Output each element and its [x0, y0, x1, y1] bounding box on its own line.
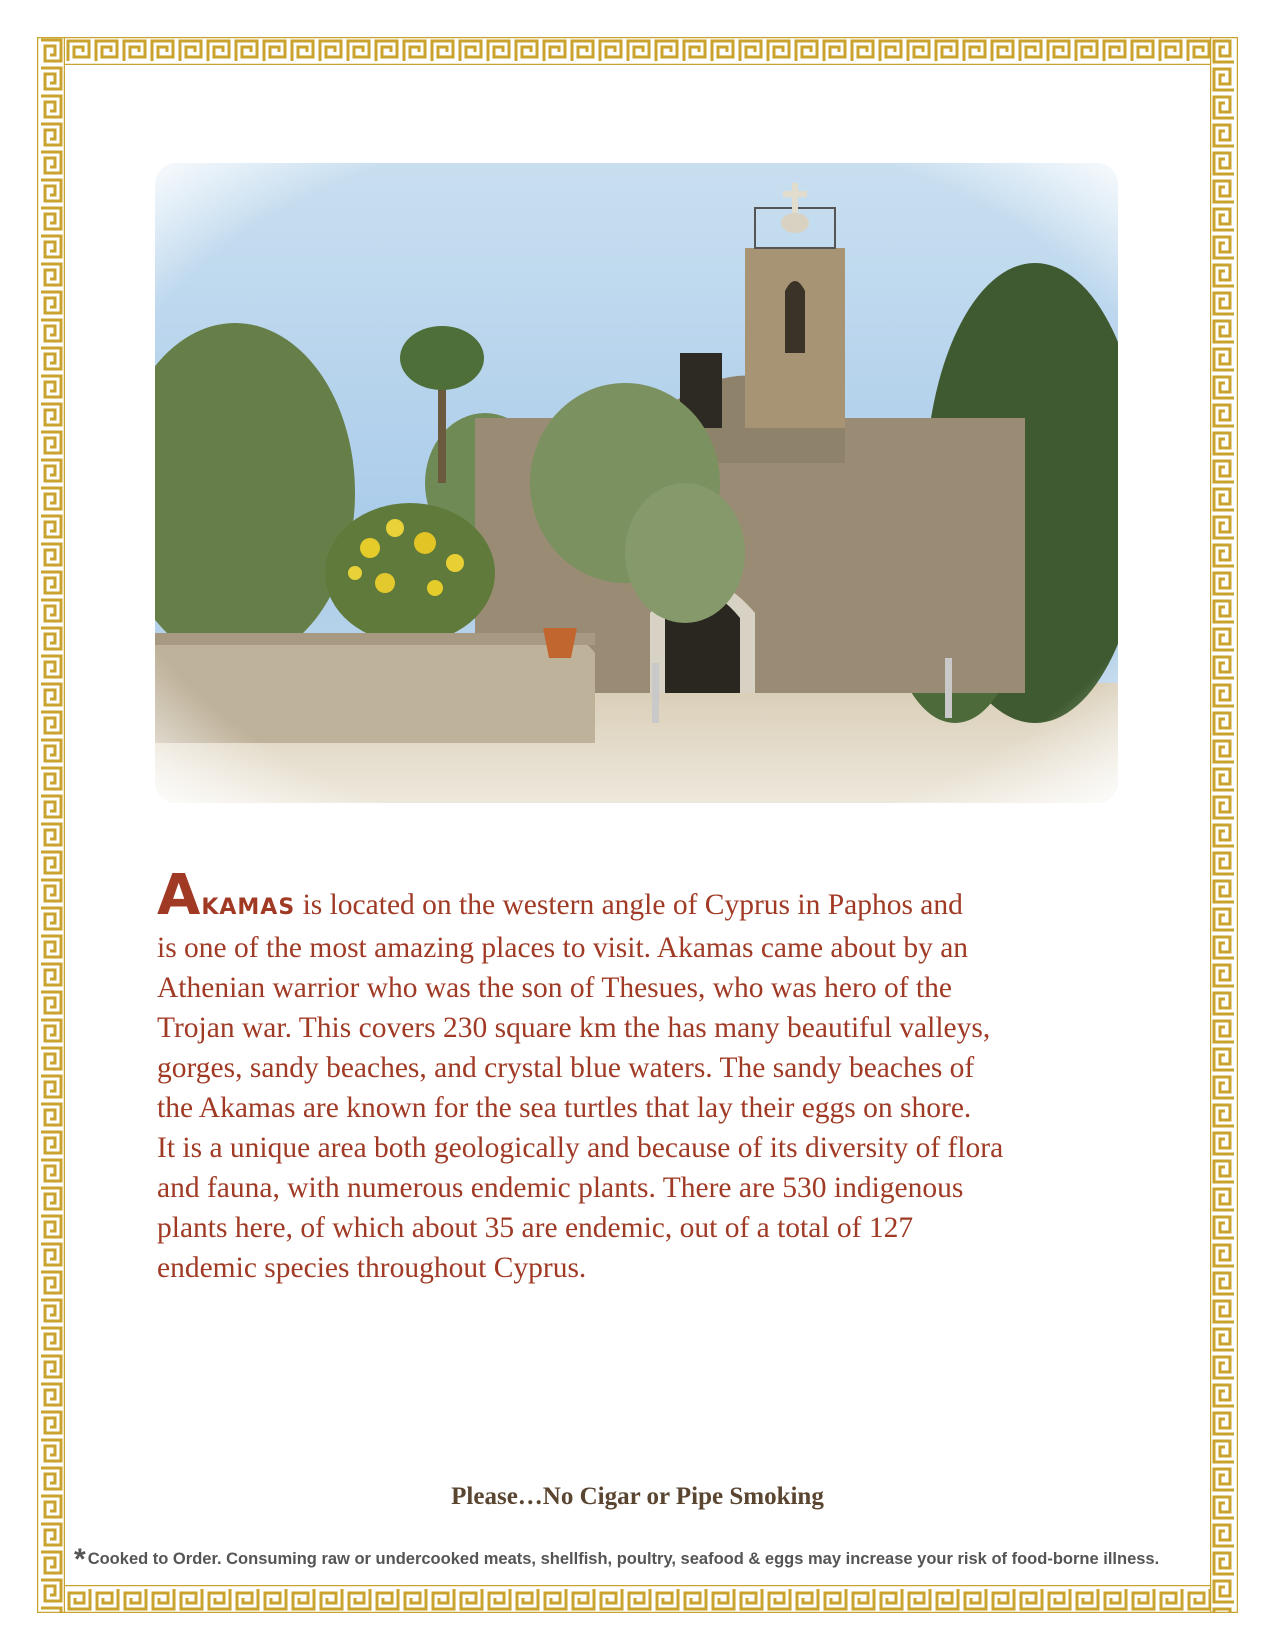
article-line: gorges, sandy beaches, and crystal blue waters. The sandy beaches of — [157, 1052, 975, 1084]
food-safety-disclaimer — [74, 1538, 1214, 1576]
border-top — [37, 37, 1238, 65]
asterisk-mark: * — [74, 1543, 86, 1576]
border-right — [1210, 37, 1238, 1613]
article-line: Trojan war. This covers 230 square km the has many beautiful valleys, — [157, 1012, 991, 1044]
greek-key-right-icon — [1210, 37, 1238, 1613]
article-line: Athenian warrior who was the son of Thesues, who was hero of the — [157, 972, 952, 1004]
article-paragraph — [157, 863, 1127, 1288]
article-line: It is a unique area both geologically and because of its diversity of flora — [157, 1132, 1004, 1164]
article-line: is located on the western angle of Cyprus in Paphos and — [295, 889, 963, 921]
lead-word-rest: KAMAS — [201, 895, 296, 920]
church-photo — [155, 163, 1118, 803]
disclaimer-text: Cooked to Order. Consuming raw or undercooked meats, shellfish, poultry, seafood & eggs may increase your risk of food-borne illness. — [87, 1550, 1160, 1568]
border-left — [37, 37, 65, 1613]
article-line: plants here, of which about 35 are endemic, out of a total of 127 — [157, 1212, 914, 1244]
no-smoking-notice: Please…No Cigar or Pipe Smoking — [451, 1483, 824, 1510]
article-line: and fauna, with numerous endemic plants. There are 530 indigenous — [157, 1172, 964, 1204]
greek-key-bottom-icon — [37, 1585, 1238, 1613]
greek-key-left-icon — [37, 37, 65, 1613]
article-line: is one of the most amazing places to visit. Akamas came about by an — [157, 932, 969, 964]
article-line: the Akamas are known for the sea turtles that lay their eggs on shore. — [157, 1092, 972, 1124]
church-photo-icon — [155, 163, 1118, 803]
drop-cap: A — [157, 863, 202, 928]
greek-key-top-icon — [37, 37, 1238, 65]
lead-word — [157, 863, 296, 928]
article-line: endemic species throughout Cyprus. — [157, 1252, 587, 1284]
border-bottom — [37, 1585, 1238, 1613]
